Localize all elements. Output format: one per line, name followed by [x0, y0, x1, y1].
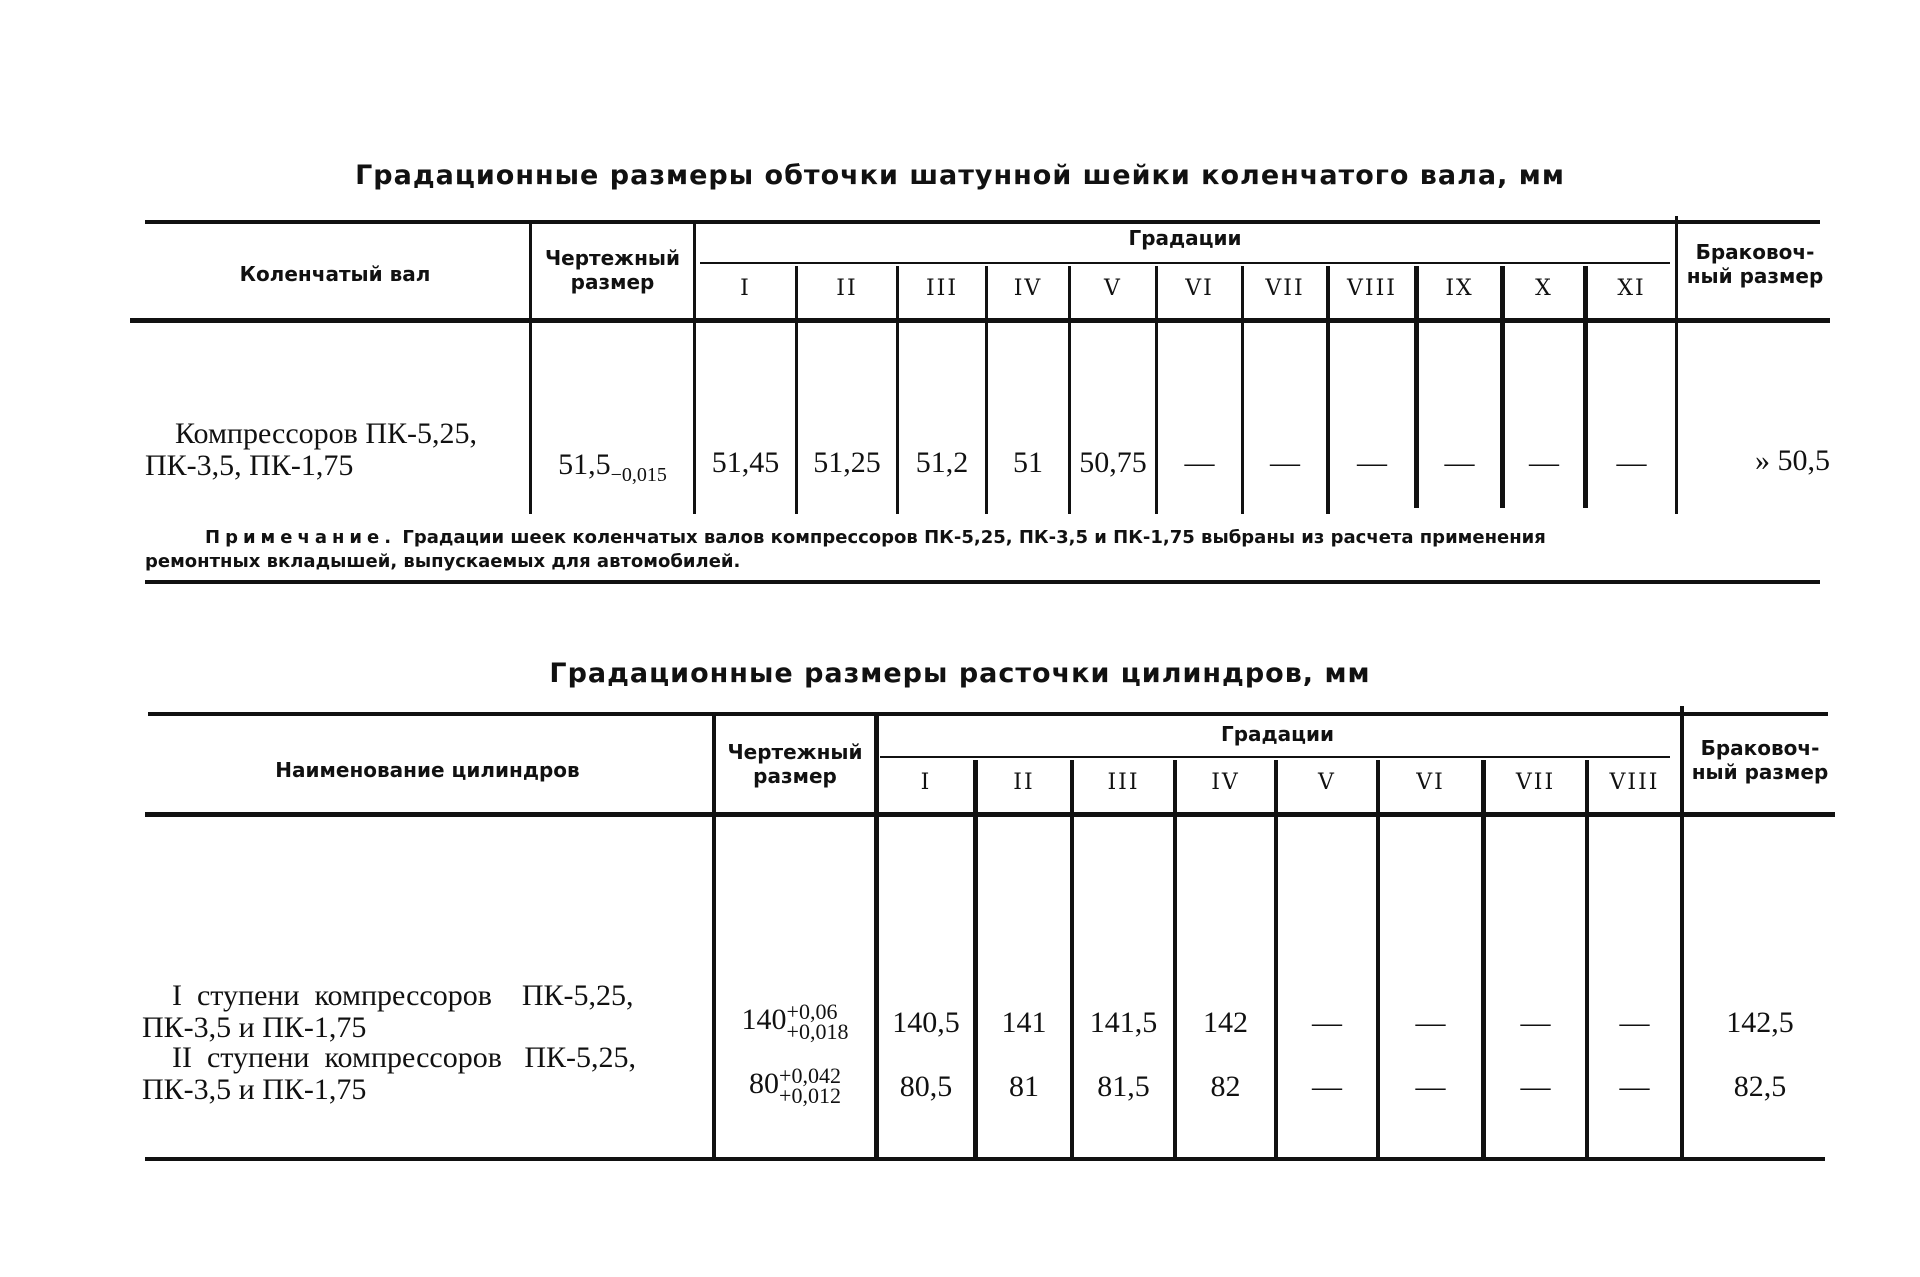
table2-grade-label: IV — [1211, 770, 1240, 795]
table1-row-name-line1: Компрессоров ПК-5,25, — [175, 417, 478, 450]
table2-row2-tol-lower: +0,012 — [779, 1083, 841, 1108]
table1-grade-value: — — [1184, 446, 1215, 479]
table2-row1-grade-value: — — [1520, 1006, 1551, 1039]
table2-col-grades: Градации — [1220, 722, 1335, 746]
table1-col-drawing-line1: Чертежный — [544, 246, 681, 270]
table1-header-rule — [130, 318, 1830, 323]
table2-row2-drawing-size — [716, 1063, 874, 1108]
table2-grade-label: VII — [1515, 770, 1556, 795]
table2-row2-grade-value: — — [1520, 1070, 1551, 1103]
table2-col-drawing-line1: Чертежный — [727, 740, 863, 764]
table2-row1-tolerance — [786, 999, 849, 1044]
table1-grade-value: 51,45 — [711, 446, 780, 479]
table1-grade-label: X — [1535, 276, 1553, 301]
table1-grade-label: XI — [1617, 276, 1646, 301]
table2-grade-label: VI — [1416, 770, 1445, 795]
table1-drawing-size — [532, 448, 693, 487]
table1-reject-value: » 50,5 — [1755, 444, 1830, 477]
table2-row1-drawing-base: 140 — [741, 1002, 787, 1036]
table2-grade-label: II — [1013, 770, 1035, 795]
table2-grade-label: VIII — [1609, 770, 1660, 795]
table2-row1-grade-value: 140,5 — [892, 1006, 960, 1039]
table1-grades-rule — [700, 262, 1670, 264]
table1-bottom-rule — [145, 580, 1820, 584]
table2-row1-drawing-size — [716, 999, 874, 1044]
table1-title: Градационные размеры обточки шатунной шейки коленчатого вала, мм — [355, 160, 1565, 191]
table2-row2-name-line1: II ступени компрессоров ПК-5,25, — [172, 1041, 637, 1074]
table1-grade-label: VIII — [1347, 276, 1397, 301]
table2-row1-grade-value: 142 — [1203, 1006, 1248, 1039]
table1-drawing-tolerance: −0,015 — [610, 464, 667, 486]
table1-grade-value: 50,75 — [1079, 446, 1147, 479]
table2-row2-grade-value: 81,5 — [1097, 1070, 1150, 1103]
table1-note-text: Градации шеек коленчатых валов компрессоров ПК-5,25, ПК-3,5 и ПК-1,75 выбраны из расчета применения — [396, 527, 1546, 548]
table2-row1-tol-upper: +0,06 — [786, 999, 838, 1024]
table2-col-reject-line1: Браковоч- — [1700, 736, 1820, 760]
table1-note-line1 — [205, 527, 1546, 549]
table1-grade-value: — — [1444, 446, 1475, 479]
table1-grade-value: — — [1529, 446, 1559, 479]
table2-vline — [1680, 706, 1684, 1157]
table1-grade-label: VI — [1185, 276, 1214, 301]
table2-row2-tolerance — [779, 1063, 841, 1108]
table2-row2-reject-value: 82,5 — [1733, 1070, 1787, 1103]
table2-bottom-rule — [145, 1157, 1825, 1161]
table2-row2-name-line2: ПК-3,5 и ПК-1,75 — [142, 1073, 367, 1106]
table2-row1-grade-value: 141 — [1001, 1006, 1047, 1039]
table2-row1-grade-value: — — [1312, 1006, 1342, 1039]
table1-grade-value: 51,25 — [813, 446, 881, 479]
table2-row2-grade-value: 81 — [1009, 1070, 1039, 1103]
table2-row1-grade-value: — — [1619, 1006, 1650, 1039]
table1-col-shaft: Коленчатый вал — [239, 262, 431, 286]
table1-row-name-line2: ПК-3,5, ПК-1,75 — [145, 449, 354, 482]
table2-row1-name-line1: I ступени компрессоров ПК-5,25, — [172, 979, 634, 1012]
table1-grade-label: IX — [1445, 276, 1474, 301]
table1-grade-value: 51 — [1013, 446, 1043, 479]
table2-row2-grade-value: — — [1619, 1070, 1650, 1103]
table1-grade-label: VII — [1265, 276, 1305, 301]
table1-grade-value: — — [1357, 446, 1387, 479]
table1-vline — [1675, 216, 1678, 514]
table1-grade-label: II — [836, 276, 858, 301]
table1-grade-value: 51,2 — [915, 446, 969, 479]
table2-col-reject-line2: ный размер — [1691, 760, 1829, 784]
table1-grade-label: III — [925, 276, 959, 301]
table1-col-reject-line2: ный размер — [1686, 264, 1824, 288]
table2-title: Градационные размеры расточки цилиндров, мм — [549, 658, 1371, 689]
table1-note-label: Примечание. — [205, 527, 397, 548]
table1-grade-label: I — [740, 276, 751, 301]
table2-row2-grade-value: 82 — [1210, 1070, 1241, 1103]
table1-drawing-base: 51,5 — [558, 448, 611, 481]
table1-grade-value: — — [1616, 446, 1647, 479]
table1-note-line2: ремонтных вкладышей, выпускаемых для автомобилей. — [145, 551, 741, 572]
table2-grade-label: V — [1318, 770, 1336, 795]
table2-row1-grade-value: 141,5 — [1089, 1006, 1158, 1039]
table1-grade-label: IV — [1013, 276, 1043, 301]
table2-row1-name-line2: ПК-3,5 и ПК-1,75 — [142, 1011, 367, 1044]
table2-grade-label: III — [1107, 770, 1140, 795]
table2-row2-drawing-base: 80 — [749, 1066, 780, 1100]
table2-header-rule — [145, 812, 1835, 817]
table2-col-name: Наименование цилиндров — [275, 758, 580, 782]
table2-col-drawing-line2: размер — [753, 764, 837, 788]
table2-row2-grade-value: — — [1312, 1070, 1342, 1103]
table1-grade-value: — — [1270, 446, 1300, 479]
table1-col-reject-line1: Браковоч- — [1695, 240, 1815, 264]
table2-row1-tol-lower: +0,018 — [786, 1019, 849, 1044]
table1-top-rule — [145, 220, 1820, 224]
table2-row2-tol-upper: +0,042 — [779, 1063, 841, 1088]
table1-grade-label: V — [1104, 276, 1122, 301]
table1-col-drawing-line2: размер — [570, 270, 655, 294]
table2-grades-rule — [880, 756, 1670, 758]
table2-top-rule — [148, 712, 1828, 716]
table1-col-grades: Градации — [1128, 226, 1242, 250]
table2-row2-grade-value: 80,5 — [899, 1070, 953, 1103]
table2-grade-label: I — [920, 770, 932, 795]
table2-row1-reject-value: 142,5 — [1726, 1006, 1794, 1039]
table2-row1-grade-value: — — [1415, 1006, 1446, 1039]
table2-row2-grade-value: — — [1415, 1070, 1446, 1103]
